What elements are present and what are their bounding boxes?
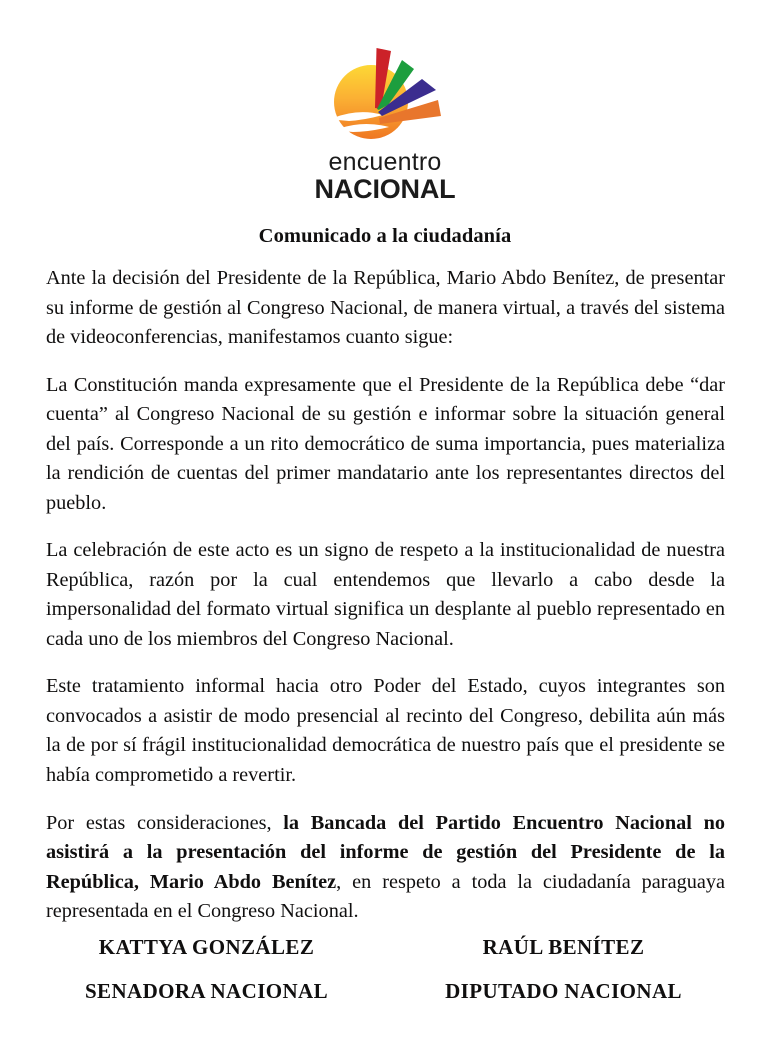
text-run: , en respeto a toda la ciudadanía paraguaya representada en el Congreso Nacional. <box>46 870 725 923</box>
text-run: Por estas consideraciones, <box>46 811 284 834</box>
text-run: La Constitución manda expresamente que el Presidente de la República debe “dar cuenta” al Congreso Nacional de su gestión e informar sobre la situación general del país. Corresponde a un rito democrático de suma importancia, pues materializa la rendición de cuentas del primer mandatario ante los representantes directos del pueblo. <box>46 373 725 514</box>
text-run: Ante la decisión del Presidente de la República, Mario Abdo Benítez, de presentar su informe de gestión al Congreso Nacional, de manera virtual, a través del sistema de videoconferencias, manifestamos cuanto sigue: <box>46 267 725 349</box>
emphasised-run: la Bancada del Partido Encuentro Nacional no asistirá a la presentación del informe de gestión del Presidente de la República, Mario Abdo Benítez <box>46 811 725 893</box>
signatory-2 <box>404 935 724 1004</box>
text-run: La celebración de este acto es un signo de respeto a la institucionalidad de nuestra República, razón por la cual entendemos que llevarlo a cabo desde la impersonalidad del formato virtual significa un desplante al pueblo representado en cada uno de los miembros del Congreso Nacional. <box>46 539 725 650</box>
signatory-role: SENADORA NACIONAL <box>84 979 329 1003</box>
paragraph-5 <box>46 809 725 927</box>
encuentro-nacional-sun-logo-icon <box>319 34 451 146</box>
logo-word-nacional: NACIONAL <box>314 174 456 204</box>
paragraph-2 <box>46 371 725 519</box>
party-logo-block <box>0 0 770 203</box>
logo-word-encuentro: encuentro <box>328 148 442 176</box>
paragraph-4 <box>46 672 725 790</box>
signature-block <box>0 935 770 1004</box>
page-title: Comunicado a la ciudadanía <box>258 225 512 247</box>
logo-rays-group <box>375 48 441 124</box>
logo-wordmark <box>315 150 456 203</box>
paragraph-3 <box>46 536 725 654</box>
text-run: Este tratamiento informal hacia otro Poder del Estado, cuyos integrantes son convocados a asistir de modo presencial al recinto del Congreso, debilita aún más la de por sí frágil institucionalidad democrática de nuestro país que el presidente se había comprometido a revertir. <box>46 675 725 786</box>
signatory-1 <box>47 935 367 1004</box>
signatory-role: DIPUTADO NACIONAL <box>445 979 682 1003</box>
signatory-name: KATTYA GONZÁLEZ <box>98 935 315 959</box>
signatory-name: RAÚL BENÍTEZ <box>482 935 645 959</box>
paragraph-1 <box>46 264 725 353</box>
document-body <box>0 248 770 927</box>
